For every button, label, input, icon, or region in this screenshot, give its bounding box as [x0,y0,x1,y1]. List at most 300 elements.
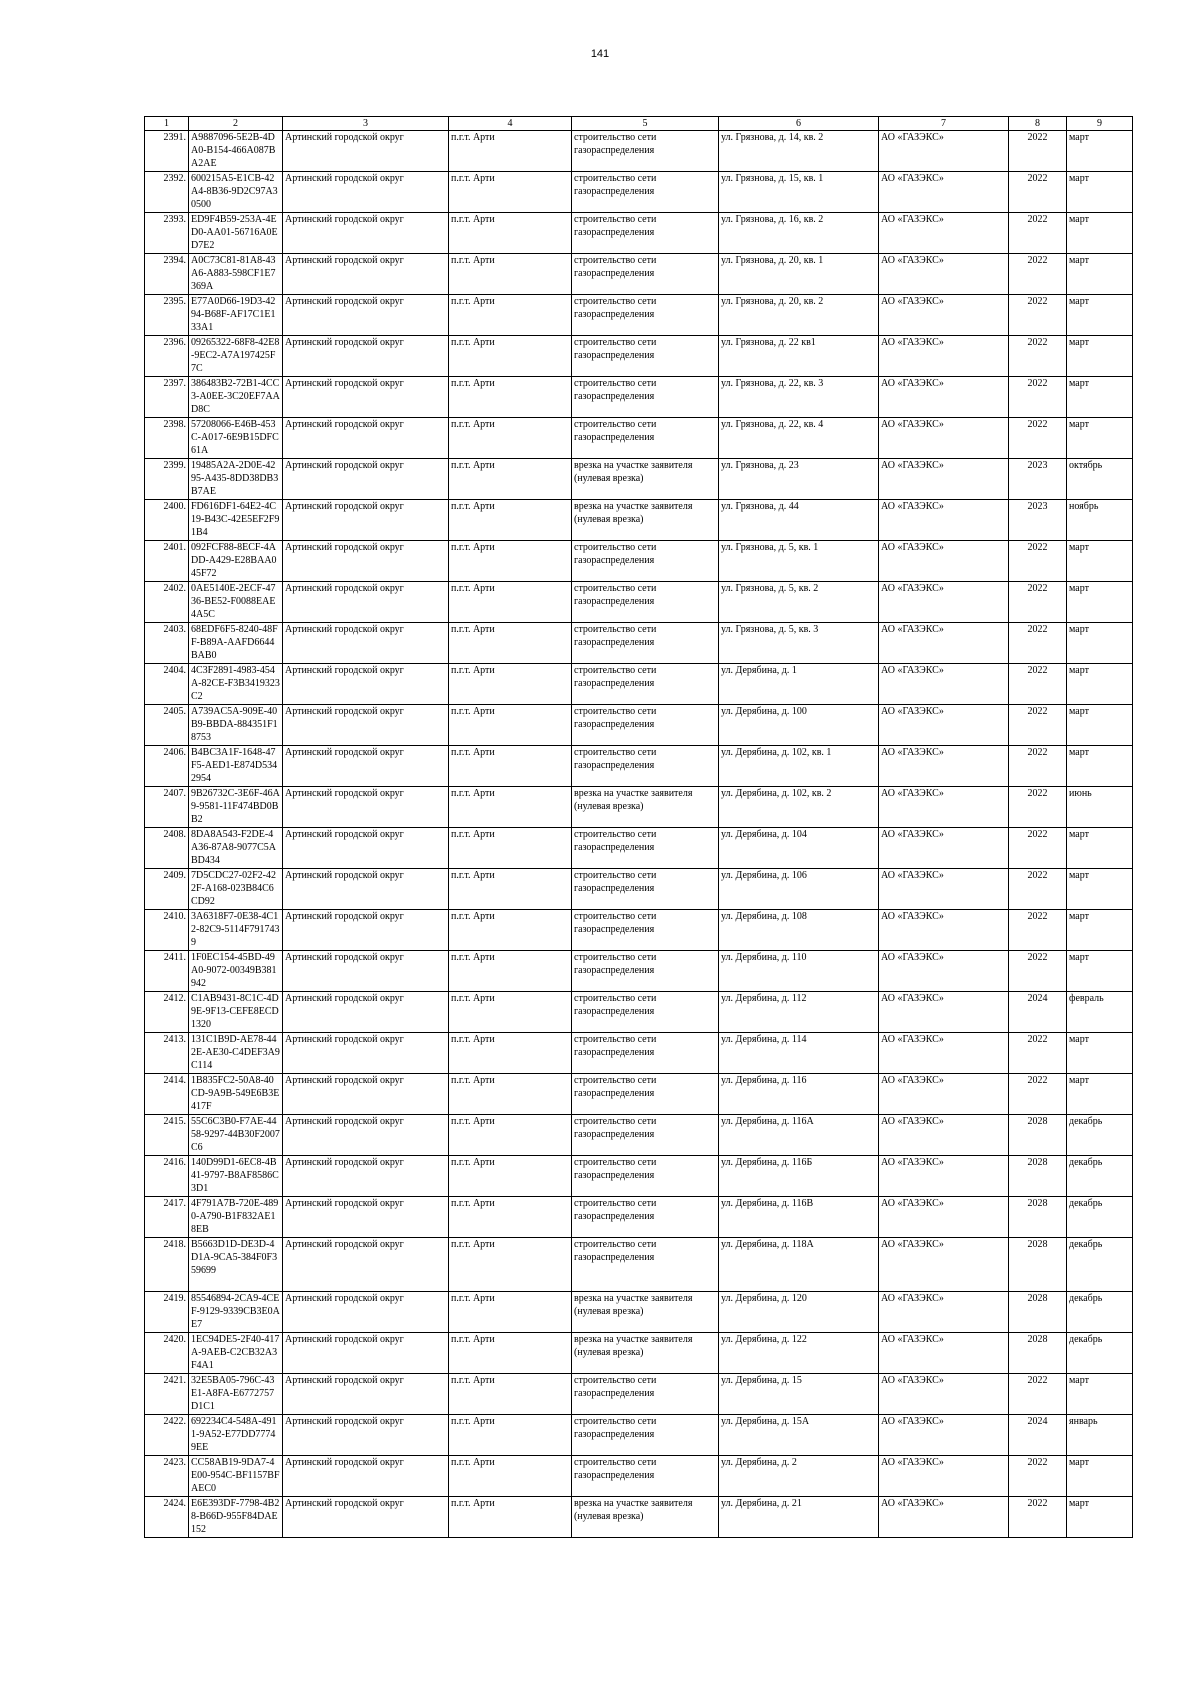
year-cell: 2023 [1009,500,1067,541]
object-id-cell: 8DA8A543-F2DE-4A36-87A8-9077C5ABD434 [189,828,283,869]
locality-cell: п.г.т. Арти [449,1115,572,1156]
month-cell: март [1067,131,1133,172]
year-cell: 2022 [1009,172,1067,213]
table-row [145,582,1133,623]
object-id-cell: 4F791A7B-720E-4890-A790-B1F832AE18EB [189,1197,283,1238]
locality-cell: п.г.т. Арти [449,746,572,787]
locality-cell: п.г.т. Арти [449,295,572,336]
object-id-cell: 85546894-2CA9-4CEF-9129-9339CB3E0AE7 [189,1292,283,1333]
object-id-cell: CC58AB19-9DA7-4E00-954C-BF1157BFAEC0 [189,1456,283,1497]
locality-cell: п.г.т. Арти [449,992,572,1033]
month-cell: декабрь [1067,1156,1133,1197]
locality-cell: п.г.т. Арти [449,1238,572,1292]
address-cell: ул. Дерябина, д. 110 [719,951,879,992]
address-cell: ул. Грязнова, д. 22, кв. 3 [719,377,879,418]
work-type-cell: строительство сети газораспределения [572,828,719,869]
month-cell: март [1067,213,1133,254]
object-id-cell: 55C6C3B0-F7AE-4458-9297-44B30F2007C6 [189,1115,283,1156]
table-row [145,1197,1133,1238]
address-cell: ул. Дерябина, д. 116Б [719,1156,879,1197]
organization-cell: АО «ГАЗЭКС» [879,1374,1009,1415]
work-type-cell: строительство сети газораспределения [572,131,719,172]
object-id-cell: 4C3F2891-4983-454A-82CE-F3B3419323C2 [189,664,283,705]
table-row [145,1115,1133,1156]
district-cell: Артинский городской округ [283,1156,449,1197]
object-id-cell: 600215A5-E1CB-42A4-8B36-9D2C97A30500 [189,172,283,213]
month-cell: март [1067,172,1133,213]
address-cell: ул. Грязнова, д. 5, кв. 3 [719,623,879,664]
year-cell: 2022 [1009,582,1067,623]
organization-cell: АО «ГАЗЭКС» [879,418,1009,459]
organization-cell: АО «ГАЗЭКС» [879,623,1009,664]
locality-cell: п.г.т. Арти [449,1156,572,1197]
district-cell: Артинский городской округ [283,131,449,172]
district-cell: Артинский городской округ [283,1197,449,1238]
month-cell: июнь [1067,787,1133,828]
year-cell: 2022 [1009,336,1067,377]
district-cell: Артинский городской округ [283,910,449,951]
work-type-cell: строительство сети газораспределения [572,623,719,664]
row-number-cell: 2403. [145,623,189,664]
row-number-cell: 2404. [145,664,189,705]
object-id-cell: A739AC5A-909E-40B9-BBDA-884351F18753 [189,705,283,746]
locality-cell: п.г.т. Арти [449,1374,572,1415]
row-number-cell: 2414. [145,1074,189,1115]
district-cell: Артинский городской округ [283,377,449,418]
district-cell: Артинский городской округ [283,541,449,582]
row-number-cell: 2422. [145,1415,189,1456]
locality-cell: п.г.т. Арти [449,131,572,172]
work-type-cell: строительство сети газораспределения [572,213,719,254]
district-cell: Артинский городской округ [283,1374,449,1415]
table-row [145,131,1133,172]
locality-cell: п.г.т. Арти [449,336,572,377]
organization-cell: АО «ГАЗЭКС» [879,951,1009,992]
month-cell: март [1067,541,1133,582]
locality-cell: п.г.т. Арти [449,459,572,500]
address-cell: ул. Грязнова, д. 23 [719,459,879,500]
month-cell: декабрь [1067,1333,1133,1374]
year-cell: 2022 [1009,377,1067,418]
organization-cell: АО «ГАЗЭКС» [879,828,1009,869]
organization-cell: АО «ГАЗЭКС» [879,1115,1009,1156]
address-cell: ул. Дерябина, д. 15 [719,1374,879,1415]
district-cell: Артинский городской округ [283,992,449,1033]
work-type-cell: строительство сети газораспределения [572,1156,719,1197]
month-cell: ноябрь [1067,500,1133,541]
work-type-cell: строительство сети газораспределения [572,1456,719,1497]
address-cell: ул. Дерябина, д. 116В [719,1197,879,1238]
row-number-cell: 2398. [145,418,189,459]
year-cell: 2022 [1009,623,1067,664]
row-number-cell: 2416. [145,1156,189,1197]
locality-cell: п.г.т. Арти [449,951,572,992]
address-cell: ул. Дерябина, д. 118А [719,1238,879,1292]
table-row [145,377,1133,418]
object-id-cell: 386483B2-72B1-4CC3-A0EE-3C20EF7AAD8C [189,377,283,418]
object-id-cell: E77A0D66-19D3-4294-B68F-AF17C1E133A1 [189,295,283,336]
work-type-cell: строительство сети газораспределения [572,336,719,377]
work-type-cell: строительство сети газораспределения [572,1115,719,1156]
row-number-cell: 2418. [145,1238,189,1292]
locality-cell: п.г.т. Арти [449,910,572,951]
locality-cell: п.г.т. Арти [449,869,572,910]
object-id-cell: B4BC3A1F-1648-47F5-AED1-E874D5342954 [189,746,283,787]
organization-cell: АО «ГАЗЭКС» [879,1415,1009,1456]
locality-cell: п.г.т. Арти [449,1197,572,1238]
year-cell: 2022 [1009,746,1067,787]
year-cell: 2022 [1009,869,1067,910]
row-number-cell: 2405. [145,705,189,746]
locality-cell: п.г.т. Арти [449,213,572,254]
month-cell: март [1067,582,1133,623]
object-id-cell: FD616DF1-64E2-4C19-B43C-42E5EF2F91B4 [189,500,283,541]
row-number-cell: 2408. [145,828,189,869]
district-cell: Артинский городской округ [283,459,449,500]
table-row [145,1374,1133,1415]
object-id-cell: A9887096-5E2B-4DA0-B154-466A087BA2AE [189,131,283,172]
object-id-cell: 68EDF6F5-8240-48FF-B89A-AAFD6644BAB0 [189,623,283,664]
month-cell: март [1067,1456,1133,1497]
table-row [145,254,1133,295]
month-cell: март [1067,746,1133,787]
locality-cell: п.г.т. Арти [449,1456,572,1497]
year-cell: 2022 [1009,418,1067,459]
table-row [145,828,1133,869]
header-cell: 8 [1009,117,1067,131]
address-cell: ул. Грязнова, д. 22, кв. 4 [719,418,879,459]
organization-cell: АО «ГАЗЭКС» [879,254,1009,295]
address-cell: ул. Дерябина, д. 114 [719,1033,879,1074]
year-cell: 2022 [1009,295,1067,336]
organization-cell: АО «ГАЗЭКС» [879,131,1009,172]
district-cell: Артинский городской округ [283,1415,449,1456]
year-cell: 2028 [1009,1292,1067,1333]
month-cell: март [1067,1497,1133,1538]
locality-cell: п.г.т. Арти [449,377,572,418]
object-id-cell: E6E393DF-7798-4B28-B66D-955F84DAE152 [189,1497,283,1538]
locality-cell: п.г.т. Арти [449,418,572,459]
table-row [145,869,1133,910]
header-cell: 6 [719,117,879,131]
work-type-cell: врезка на участке заявителя (нулевая врезка) [572,1497,719,1538]
work-type-cell: строительство сети газораспределения [572,1074,719,1115]
object-id-cell: 0AE5140E-2ECF-4736-BE52-F0088EAE4A5C [189,582,283,623]
work-type-cell: строительство сети газораспределения [572,582,719,623]
header-cell: 5 [572,117,719,131]
address-cell: ул. Дерябина, д. 100 [719,705,879,746]
district-cell: Артинский городской округ [283,705,449,746]
year-cell: 2022 [1009,131,1067,172]
district-cell: Артинский городской округ [283,951,449,992]
month-cell: март [1067,1374,1133,1415]
locality-cell: п.г.т. Арти [449,1333,572,1374]
object-id-cell: 1B835FC2-50A8-40CD-9A9B-549E6B3E417F [189,1074,283,1115]
month-cell: декабрь [1067,1238,1133,1292]
district-cell: Артинский городской округ [283,1115,449,1156]
object-id-cell: 140D99D1-6EC8-4B41-9797-B8AF8586C3D1 [189,1156,283,1197]
table-row [145,951,1133,992]
district-cell: Артинский городской округ [283,1497,449,1538]
locality-cell: п.г.т. Арти [449,787,572,828]
table-row [145,992,1133,1033]
month-cell: март [1067,295,1133,336]
organization-cell: АО «ГАЗЭКС» [879,910,1009,951]
work-type-cell: строительство сети газораспределения [572,664,719,705]
organization-cell: АО «ГАЗЭКС» [879,295,1009,336]
district-cell: Артинский городской округ [283,746,449,787]
locality-cell: п.г.т. Арти [449,1292,572,1333]
row-number-cell: 2406. [145,746,189,787]
year-cell: 2022 [1009,705,1067,746]
organization-cell: АО «ГАЗЭКС» [879,1197,1009,1238]
work-type-cell: строительство сети газораспределения [572,377,719,418]
table-row [145,623,1133,664]
row-number-cell: 2423. [145,1456,189,1497]
object-id-cell: 32E5BA05-796C-43E1-A8FA-E6772757D1C1 [189,1374,283,1415]
row-number-cell: 2396. [145,336,189,377]
row-number-cell: 2421. [145,1374,189,1415]
month-cell: март [1067,377,1133,418]
row-number-cell: 2399. [145,459,189,500]
row-number-cell: 2409. [145,869,189,910]
locality-cell: п.г.т. Арти [449,828,572,869]
organization-cell: АО «ГАЗЭКС» [879,869,1009,910]
district-cell: Артинский городской округ [283,664,449,705]
object-id-cell: 9B26732C-3E6F-46A9-9581-11F474BD0BB2 [189,787,283,828]
table-row [145,1033,1133,1074]
month-cell: февраль [1067,992,1133,1033]
district-cell: Артинский городской округ [283,1033,449,1074]
row-number-cell: 2397. [145,377,189,418]
address-cell: ул. Грязнова, д. 5, кв. 2 [719,582,879,623]
address-cell: ул. Дерябина, д. 106 [719,869,879,910]
year-cell: 2022 [1009,1074,1067,1115]
year-cell: 2028 [1009,1197,1067,1238]
month-cell: декабрь [1067,1292,1133,1333]
table-row [145,705,1133,746]
address-cell: ул. Дерябина, д. 102, кв. 1 [719,746,879,787]
table-row [145,1074,1133,1115]
table-row [145,910,1133,951]
address-cell: ул. Дерябина, д. 112 [719,992,879,1033]
work-type-cell: врезка на участке заявителя (нулевая врезка) [572,787,719,828]
header-cell: 9 [1067,117,1133,131]
row-number-cell: 2415. [145,1115,189,1156]
work-type-cell: врезка на участке заявителя (нулевая врезка) [572,459,719,500]
object-id-cell: B5663D1D-DE3D-4D1A-9CA5-384F0F359699 [189,1238,283,1292]
table-row [145,1292,1133,1333]
month-cell: март [1067,254,1133,295]
month-cell: декабрь [1067,1115,1133,1156]
work-type-cell: строительство сети газораспределения [572,418,719,459]
object-id-cell: 19485A2A-2D0E-4295-A435-8DD38DB3B7AE [189,459,283,500]
organization-cell: АО «ГАЗЭКС» [879,1033,1009,1074]
row-number-cell: 2394. [145,254,189,295]
locality-cell: п.г.т. Арти [449,1033,572,1074]
table-row [145,336,1133,377]
organization-cell: АО «ГАЗЭКС» [879,377,1009,418]
month-cell: март [1067,336,1133,377]
organization-cell: АО «ГАЗЭКС» [879,336,1009,377]
month-cell: март [1067,418,1133,459]
header-cell: 3 [283,117,449,131]
month-cell: март [1067,705,1133,746]
address-cell: ул. Грязнова, д. 5, кв. 1 [719,541,879,582]
organization-cell: АО «ГАЗЭКС» [879,664,1009,705]
district-cell: Артинский городской округ [283,500,449,541]
object-id-cell: 57208066-E46B-453C-A017-6E9B15DFC61A [189,418,283,459]
organization-cell: АО «ГАЗЭКС» [879,1292,1009,1333]
year-cell: 2028 [1009,1156,1067,1197]
locality-cell: п.г.т. Арти [449,1497,572,1538]
address-cell: ул. Дерябина, д. 2 [719,1456,879,1497]
year-cell: 2022 [1009,1374,1067,1415]
table-row [145,1497,1133,1538]
year-cell: 2022 [1009,951,1067,992]
row-number-cell: 2407. [145,787,189,828]
address-cell: ул. Дерябина, д. 116А [719,1115,879,1156]
month-cell: март [1067,623,1133,664]
object-id-cell: 092FCF88-8ECF-4ADD-A429-E28BAA045F72 [189,541,283,582]
organization-cell: АО «ГАЗЭКС» [879,705,1009,746]
header-row [145,117,1133,131]
work-type-cell: врезка на участке заявителя (нулевая врезка) [572,1292,719,1333]
work-type-cell: строительство сети газораспределения [572,869,719,910]
district-cell: Артинский городской округ [283,787,449,828]
row-number-cell: 2392. [145,172,189,213]
row-number-cell: 2411. [145,951,189,992]
organization-cell: АО «ГАЗЭКС» [879,1333,1009,1374]
row-number-cell: 2402. [145,582,189,623]
work-type-cell: строительство сети газораспределения [572,172,719,213]
work-type-cell: строительство сети газораспределения [572,746,719,787]
year-cell: 2024 [1009,1415,1067,1456]
district-cell: Артинский городской округ [283,254,449,295]
row-number-cell: 2395. [145,295,189,336]
district-cell: Артинский городской округ [283,1238,449,1292]
table-row [145,500,1133,541]
year-cell: 2028 [1009,1115,1067,1156]
header-cell: 7 [879,117,1009,131]
work-type-cell: строительство сети газораспределения [572,1197,719,1238]
month-cell: март [1067,664,1133,705]
month-cell: март [1067,828,1133,869]
page-number: 141 [590,48,610,60]
object-id-cell: ED9F4B59-253A-4ED0-AA01-56716A0ED7E2 [189,213,283,254]
month-cell: март [1067,1033,1133,1074]
work-type-cell: врезка на участке заявителя (нулевая врезка) [572,1333,719,1374]
work-type-cell: строительство сети газораспределения [572,1033,719,1074]
district-cell: Артинский городской округ [283,1074,449,1115]
month-cell: март [1067,910,1133,951]
district-cell: Артинский городской округ [283,336,449,377]
object-id-cell: 131C1B9D-AE78-442E-AE30-C4DEF3A9C114 [189,1033,283,1074]
address-cell: ул. Грязнова, д. 20, кв. 1 [719,254,879,295]
table-row [145,1415,1133,1456]
month-cell: октябрь [1067,459,1133,500]
district-cell: Артинский городской округ [283,623,449,664]
row-number-cell: 2417. [145,1197,189,1238]
work-type-cell: строительство сети газораспределения [572,951,719,992]
object-id-cell: 7D5CDC27-02F2-422F-A168-023B84C6CD92 [189,869,283,910]
year-cell: 2022 [1009,1456,1067,1497]
row-number-cell: 2424. [145,1497,189,1538]
district-cell: Артинский городской округ [283,295,449,336]
year-cell: 2022 [1009,1033,1067,1074]
district-cell: Артинский городской округ [283,172,449,213]
district-cell: Артинский городской округ [283,582,449,623]
district-cell: Артинский городской округ [283,869,449,910]
address-cell: ул. Дерябина, д. 15А [719,1415,879,1456]
month-cell: март [1067,1074,1133,1115]
locality-cell: п.г.т. Арти [449,623,572,664]
table-row [145,418,1133,459]
organization-cell: АО «ГАЗЭКС» [879,1456,1009,1497]
year-cell: 2023 [1009,459,1067,500]
row-number-cell: 2401. [145,541,189,582]
work-type-cell: строительство сети газораспределения [572,295,719,336]
address-cell: ул. Дерябина, д. 104 [719,828,879,869]
district-cell: Артинский городской округ [283,213,449,254]
month-cell: март [1067,951,1133,992]
address-cell: ул. Грязнова, д. 16, кв. 2 [719,213,879,254]
address-cell: ул. Грязнова, д. 20, кв. 2 [719,295,879,336]
organization-cell: АО «ГАЗЭКС» [879,787,1009,828]
year-cell: 2028 [1009,1333,1067,1374]
month-cell: январь [1067,1415,1133,1456]
table-row [145,541,1133,582]
locality-cell: п.г.т. Арти [449,705,572,746]
table-row [145,295,1133,336]
work-type-cell: строительство сети газораспределения [572,541,719,582]
year-cell: 2022 [1009,254,1067,295]
month-cell: март [1067,869,1133,910]
table-row [145,459,1133,500]
address-cell: ул. Дерябина, д. 122 [719,1333,879,1374]
organization-cell: АО «ГАЗЭКС» [879,459,1009,500]
work-type-cell: врезка на участке заявителя (нулевая врезка) [572,500,719,541]
row-number-cell: 2413. [145,1033,189,1074]
table-row [145,787,1133,828]
locality-cell: п.г.т. Арти [449,500,572,541]
work-type-cell: строительство сети газораспределения [572,705,719,746]
header-cell: 4 [449,117,572,131]
year-cell: 2022 [1009,828,1067,869]
table-row [145,1156,1133,1197]
table-row [145,746,1133,787]
organization-cell: АО «ГАЗЭКС» [879,172,1009,213]
address-cell: ул. Дерябина, д. 116 [719,1074,879,1115]
year-cell: 2028 [1009,1238,1067,1292]
address-cell: ул. Грязнова, д. 14, кв. 2 [719,131,879,172]
header-cell: 2 [189,117,283,131]
locality-cell: п.г.т. Арти [449,254,572,295]
row-number-cell: 2391. [145,131,189,172]
table-row [145,172,1133,213]
address-cell: ул. Грязнова, д. 44 [719,500,879,541]
address-cell: ул. Дерябина, д. 120 [719,1292,879,1333]
object-id-cell: 09265322-68F8-42E8-9EC2-A7A197425F7C [189,336,283,377]
organization-cell: АО «ГАЗЭКС» [879,213,1009,254]
year-cell: 2022 [1009,664,1067,705]
row-number-cell: 2419. [145,1292,189,1333]
year-cell: 2022 [1009,910,1067,951]
district-cell: Артинский городской округ [283,1292,449,1333]
locality-cell: п.г.т. Арти [449,1415,572,1456]
organization-cell: АО «ГАЗЭКС» [879,1238,1009,1292]
organization-cell: АО «ГАЗЭКС» [879,992,1009,1033]
